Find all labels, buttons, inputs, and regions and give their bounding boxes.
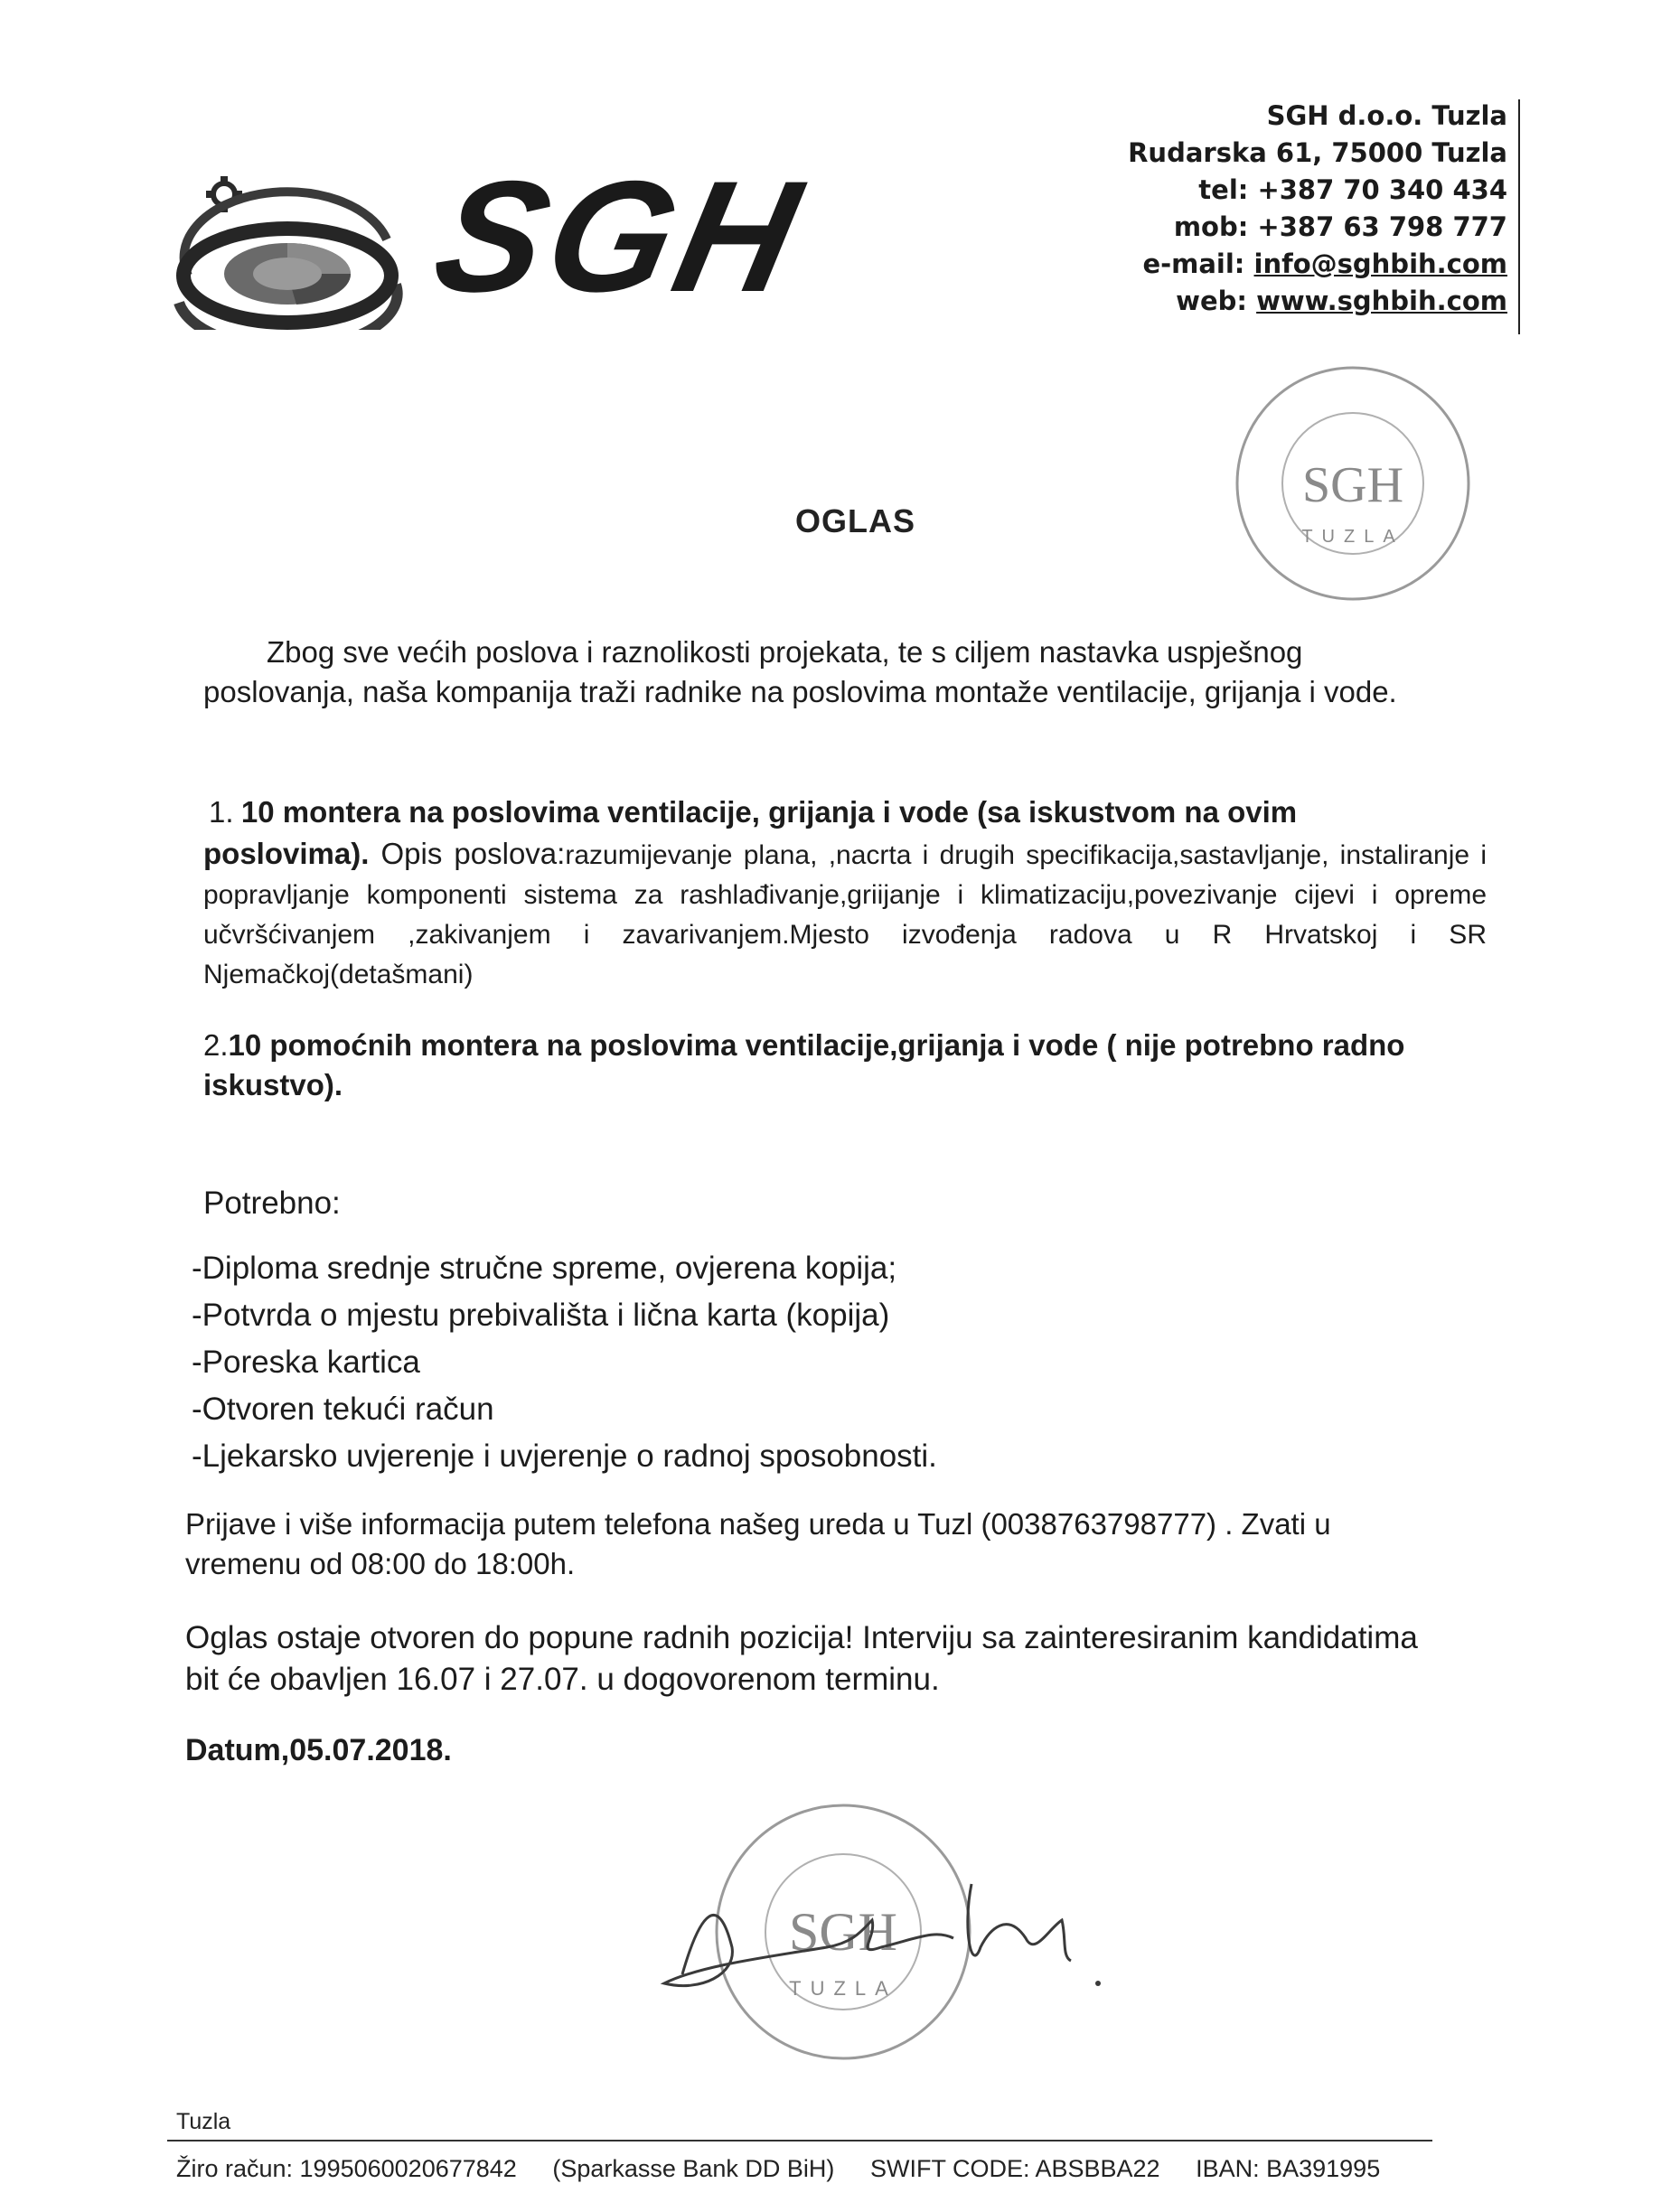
list-item: -Poreska kartica bbox=[192, 1345, 420, 1380]
web-link[interactable]: www.sghbih.com bbox=[1256, 286, 1507, 316]
intro-paragraph: Zbog sve većih poslova i raznolikosti projekata, te s ciljem nastavka uspješnog poslovanja, naša kompanija traži radnike na poslovima montaže ventilacije, grijanja i vode. bbox=[203, 635, 1397, 708]
item-title-line2: iskustvo). bbox=[203, 1068, 343, 1101]
iban: IBAN: BA391995 bbox=[1196, 2155, 1381, 2182]
document-date: Datum,05.07.2018. bbox=[185, 1733, 452, 1767]
company-web-row: web: www.sghbih.com bbox=[1176, 286, 1507, 316]
logo-emblem-icon bbox=[161, 176, 432, 330]
company-logo bbox=[161, 149, 956, 330]
item-desc-lead: Opis poslova: bbox=[369, 837, 566, 870]
job-item-2 bbox=[203, 1026, 1487, 1105]
item-title-line2: poslovima). bbox=[203, 837, 370, 870]
stamp-city-text: TUZLA bbox=[1301, 527, 1404, 547]
bank-account: Žiro račun: 1995060020677842 bbox=[176, 2155, 517, 2182]
item-number: 1. bbox=[209, 795, 234, 829]
header-divider bbox=[1518, 99, 1520, 334]
page-title: OGLAS bbox=[795, 502, 916, 539]
list-item: -Otvoren tekući račun bbox=[192, 1392, 494, 1427]
company-tel: tel: +387 70 340 434 bbox=[1198, 174, 1507, 205]
swift-code: SWIFT CODE: ABSBBA22 bbox=[869, 2155, 1160, 2182]
company-address: Rudarska 61, 75000 Tuzla bbox=[1128, 137, 1507, 168]
stamp-city-text: TUZLA bbox=[789, 1977, 897, 2000]
company-mob: mob: +387 63 798 777 bbox=[1173, 211, 1507, 242]
company-contact-block bbox=[1128, 98, 1507, 320]
company-stamp bbox=[1231, 361, 1475, 605]
item-description: razumijevanje plana, ,nacrta i drugih specifikacija,sastavljanje, instaliranje i popravljanje komponenti sistema za rashlađivanje,griijanje i klimatizaciju,povezivanje cijevi i opreme učvršćivanjem ,zakivanjem i zavarivanjem.Mjesto izvođenja radova u R Hrvatskoj i SR Njemačkoj(detašmani) bbox=[203, 840, 1488, 989]
footer-bank-info bbox=[176, 2155, 1409, 2183]
footer-divider bbox=[167, 2140, 1432, 2141]
footer-city: Tuzla bbox=[176, 2109, 231, 2134]
list-item: -Ljekarsko uvjerenje i uvjerenje o radnoj sposobnosti. bbox=[192, 1439, 937, 1474]
bank-name: (Sparkasse Bank DD BiH) bbox=[552, 2155, 835, 2182]
item-number: 2. bbox=[203, 1028, 229, 1062]
list-item: -Potvrda o mjestu prebivališta i lična karta (kopija) bbox=[192, 1298, 890, 1333]
job-item-1 bbox=[203, 792, 1487, 995]
item-title-line1: 10 montera na poslovima ventilacije, grijanja i vode (sa iskustvom na ovim bbox=[240, 795, 1298, 829]
email-link[interactable]: info@sghbih.com bbox=[1253, 248, 1507, 279]
stamp-center-text: SGH bbox=[1301, 457, 1404, 513]
company-email-row: e-mail: info@sghbih.com bbox=[1142, 248, 1507, 279]
stamp-center-text: SGH bbox=[788, 1902, 898, 1962]
contact-paragraph: Prijave i više informacija putem telefona našeg ureda u Tuzl (0038763798777) . Zvati u vremenu od 08:00 do 18:00h. bbox=[185, 1507, 1331, 1580]
logo-wordmark: SGH bbox=[420, 149, 818, 325]
requirements-list bbox=[192, 1245, 937, 1480]
company-name: SGH d.o.o. Tuzla bbox=[1266, 100, 1507, 131]
notice-paragraph: Oglas ostaje otvoren do popune radnih pozicija! Interviju sa zainteresiranim kandidatima bit će obavljen 16.07 i 27.07. u dogovorenom terminu. bbox=[185, 1620, 1418, 1697]
item-title-line1: 10 pomoćnih montera na poslovima ventilacije,grijanja i vode ( nije potrebno radno bbox=[228, 1028, 1405, 1062]
handwritten-signature bbox=[646, 1857, 1116, 2010]
requirements-label: Potrebno: bbox=[203, 1186, 341, 1221]
list-item: -Diploma srednje stručne spreme, ovjerena kopija; bbox=[192, 1251, 897, 1286]
